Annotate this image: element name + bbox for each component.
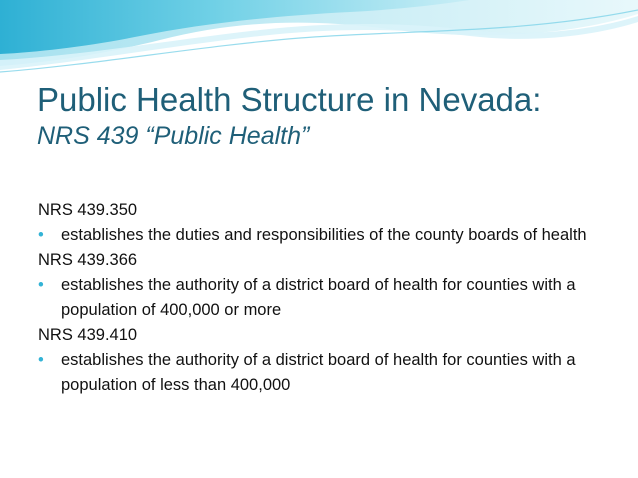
statute-code-3: NRS 439.410 — [38, 326, 138, 344]
bullet-item-3 — [38, 348, 618, 398]
content-body — [38, 198, 618, 398]
bullet-text-2: establishes the authority of a district board of health for counties with a population of 400,000 or more — [61, 276, 576, 319]
bullet-dot-icon: • — [38, 351, 44, 369]
bullet-dot-icon: • — [38, 276, 44, 294]
title-block — [37, 80, 627, 152]
statute-code-1: NRS 439.350 — [38, 201, 138, 219]
slide-subtitle: NRS 439 “Public Health” — [37, 122, 310, 150]
bullet-text-1: establishes the duties and responsibilities of the county boards of health — [61, 226, 587, 244]
bullet-text-3: establishes the authority of a district board of health for counties with a population of less than 400,000 — [61, 351, 576, 394]
statute-code-2: NRS 439.366 — [38, 251, 138, 269]
bullet-item-2 — [38, 273, 618, 323]
bullet-item-1 — [38, 223, 618, 248]
bullet-dot-icon: • — [38, 226, 44, 244]
slide-title: Public Health Structure in Nevada: — [37, 81, 542, 118]
decorative-wave-header — [0, 0, 638, 80]
